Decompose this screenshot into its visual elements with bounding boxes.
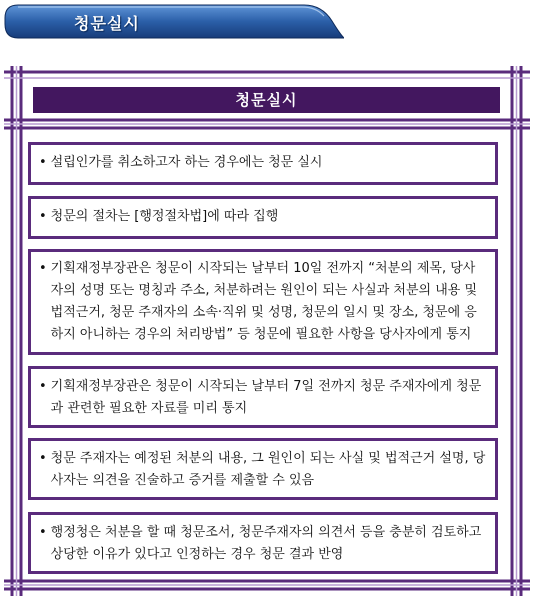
bullet-icon: • — [39, 209, 47, 224]
list-item — [28, 438, 498, 500]
list-item-text: 기획재정부장관은 청문이 시작되는 날부터 7일 전까지 청문 주재자에게 청문과 관련한 필요한 자료를 미리 통지 — [50, 379, 482, 416]
list-item-text: 청문 주재자는 예정된 처분의 내용, 그 원인이 되는 사실 및 법적근거 설명, 당사자는 의견을 진술하고 증거를 제출할 수 있음 — [50, 451, 486, 488]
list-item — [28, 366, 498, 428]
bullet-icon: • — [39, 261, 47, 276]
list-item — [28, 512, 498, 574]
list-item-text: 기획재정부장관은 청문이 시작되는 날부터 10일 전까지 “처분의 제목, 당사자의 성명 또는 명칭과 주소, 처분하려는 원인이 되는 사실과 처분의 내용 및 법적근거, 청문 주재자의 소속·직위 및 성명, 청문의 일시 및 장소, 청문에 응하지 아니하는 경우의 처리방법” 등 청문에 필요한 사항을 당사자에게 통지 — [50, 261, 478, 342]
header-tab — [4, 4, 344, 39]
list-item-text: 설립인가를 취소하고자 하는 경우에는 청문 실시 — [50, 155, 323, 170]
list-item — [28, 142, 498, 185]
bullet-icon: • — [39, 525, 47, 540]
header-tab-background — [4, 4, 344, 39]
panel-title: 청문실시 — [33, 87, 500, 113]
list-item-text: 행정청은 처분을 할 때 청문조서, 청문주재자의 의견서 등을 충분히 검토하고 상당한 이유가 있다고 인정하는 경우 청문 결과 반영 — [50, 525, 482, 562]
list-item-text: 청문의 절차는 [행정절차법]에 따라 집행 — [50, 209, 279, 224]
bullet-icon: • — [39, 379, 47, 394]
header-tab-title: 청문실시 — [74, 14, 140, 33]
bullet-icon: • — [39, 451, 47, 466]
bullet-icon: • — [39, 155, 47, 170]
list-item — [28, 249, 498, 355]
list-item — [28, 196, 498, 239]
